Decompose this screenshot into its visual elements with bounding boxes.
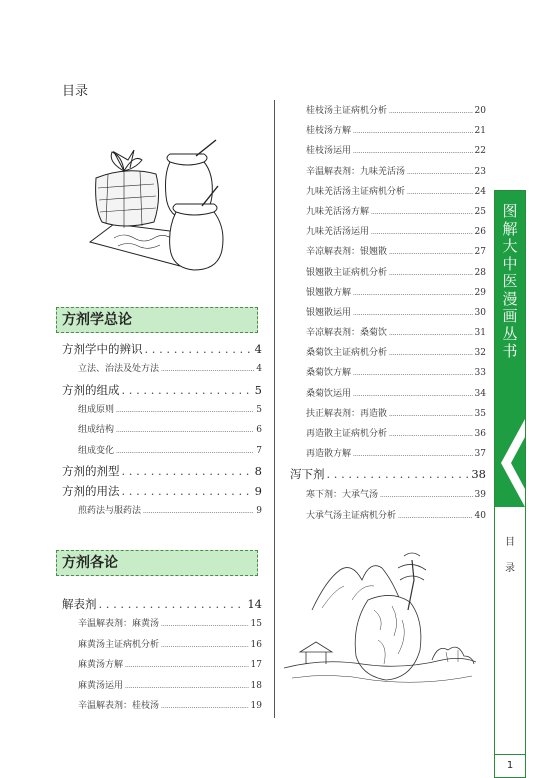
toc-entry-title: 扶正解表剂：再造散 bbox=[306, 408, 388, 419]
toc-entry[interactable] bbox=[290, 487, 486, 507]
toc-leader-dots bbox=[122, 383, 253, 397]
toc-entry[interactable] bbox=[62, 698, 262, 719]
toc-entry[interactable] bbox=[290, 446, 486, 466]
series-title-char: 图 bbox=[502, 202, 518, 220]
toc-page-number: 4 bbox=[256, 364, 262, 374]
toc-entry-title: 辛温解表剂：九味羌活汤 bbox=[306, 166, 406, 177]
toc-entry[interactable] bbox=[290, 426, 486, 446]
toc-page-number: 32 bbox=[474, 348, 486, 359]
toc-page-number: 5 bbox=[254, 382, 262, 397]
toc-entry-title: 寒下剂：大承气汤 bbox=[306, 490, 379, 501]
toc-leader-dots bbox=[389, 411, 473, 418]
toc-entry-title: 辛凉解表剂：桑菊饮 bbox=[306, 328, 388, 339]
toc-leader-dots bbox=[407, 169, 473, 176]
toc-page-number: 24 bbox=[474, 186, 486, 197]
toc-entry[interactable] bbox=[290, 184, 486, 204]
toc-page-number: 22 bbox=[474, 146, 486, 157]
toc-entry[interactable] bbox=[290, 508, 486, 528]
toc-entry[interactable] bbox=[62, 657, 262, 678]
toc-entry[interactable] bbox=[62, 503, 262, 524]
toc-page-number: 23 bbox=[474, 166, 486, 177]
toc-leader-dots bbox=[353, 128, 473, 135]
toc-page-number: 19 bbox=[250, 701, 262, 712]
toc-entry-title: 再造散方解 bbox=[306, 449, 352, 460]
toc-entry[interactable] bbox=[290, 164, 486, 184]
section-label-1: 目 bbox=[505, 537, 515, 548]
toc-formulas bbox=[62, 596, 262, 719]
toc-entry[interactable] bbox=[290, 305, 486, 325]
toc-page-number: 31 bbox=[474, 328, 486, 339]
series-title-char: 中 bbox=[502, 254, 518, 273]
toc-page-number: 33 bbox=[474, 368, 486, 379]
toc-page-number: 8 bbox=[254, 464, 262, 479]
chevron-left-icon bbox=[495, 419, 525, 507]
toc-leader-dots bbox=[389, 431, 473, 438]
section-label-2: 录 bbox=[505, 563, 515, 574]
landscape-pavilion-icon bbox=[282, 540, 478, 690]
toc-entry-title: 方剂的用法 bbox=[62, 484, 120, 499]
section-heading-general: 方剂学总论 bbox=[56, 307, 258, 333]
toc-entry-title: 立法、治法及处方法 bbox=[78, 364, 160, 374]
toc-page-number: 20 bbox=[474, 106, 486, 116]
toc-entry-title: 麻黄汤运用 bbox=[78, 680, 124, 691]
series-title bbox=[495, 191, 525, 419]
toc-page-number: 30 bbox=[474, 307, 486, 318]
toc-leader-dots bbox=[125, 662, 249, 669]
toc-chapter-entry[interactable] bbox=[62, 596, 262, 616]
toc-leader-dots bbox=[143, 508, 254, 515]
toc-entry-title: 再造散主证病机分析 bbox=[306, 429, 388, 439]
series-title-char: 医 bbox=[502, 272, 518, 290]
toc-chapter-entry[interactable] bbox=[62, 483, 262, 503]
toc-entry[interactable] bbox=[62, 443, 262, 464]
toc-continued bbox=[290, 103, 486, 528]
toc-chapter-entry[interactable] bbox=[290, 466, 486, 487]
herb-bundle-and-jars-icon bbox=[84, 138, 234, 278]
toc-leader-dots bbox=[353, 451, 473, 458]
toc-entry[interactable] bbox=[290, 143, 486, 163]
toc-entry-title: 方剂的剂型 bbox=[62, 464, 120, 479]
toc-entry[interactable] bbox=[290, 386, 486, 406]
toc-leader-dots bbox=[122, 484, 253, 498]
toc-page-number: 9 bbox=[256, 506, 262, 517]
toc-leader-dots bbox=[125, 683, 249, 690]
page-title: 目录 bbox=[62, 84, 89, 99]
toc-leader-dots bbox=[380, 492, 473, 499]
toc-entry-title: 桂枝汤运用 bbox=[306, 146, 352, 157]
toc-leader-dots bbox=[116, 407, 254, 414]
toc-entry[interactable] bbox=[290, 123, 486, 143]
toc-entry-title: 泻下剂 bbox=[290, 467, 325, 482]
toc-page-number: 16 bbox=[250, 639, 262, 650]
toc-page-number: 40 bbox=[474, 510, 486, 521]
toc-page-number: 5 bbox=[256, 404, 262, 415]
toc-page-number: 28 bbox=[474, 267, 486, 278]
toc-leader-dots bbox=[353, 148, 473, 155]
toc-page-number: 34 bbox=[474, 388, 486, 399]
toc-page-number: 15 bbox=[250, 619, 262, 629]
toc-entry-title: 银翘散运用 bbox=[306, 307, 352, 318]
toc-page-number: 37 bbox=[474, 449, 486, 460]
toc-page-number: 17 bbox=[250, 660, 262, 671]
toc-leader-dots bbox=[371, 209, 473, 216]
toc-entry[interactable] bbox=[290, 325, 486, 345]
toc-entry[interactable] bbox=[290, 103, 486, 123]
toc-entry-title: 方剂学中的辨识 bbox=[62, 342, 143, 356]
toc-entry[interactable] bbox=[290, 224, 486, 244]
page-number: 1 bbox=[495, 754, 525, 777]
toc-chapter-entry[interactable] bbox=[62, 382, 262, 402]
toc-leader-dots bbox=[116, 427, 254, 434]
toc-page-number: 18 bbox=[250, 680, 262, 691]
series-title-char: 解 bbox=[502, 219, 518, 238]
toc-leader-dots bbox=[161, 621, 249, 628]
toc-entry-title: 银翘散方解 bbox=[306, 287, 352, 298]
toc-page-number: 36 bbox=[474, 429, 486, 439]
toc-leader-dots bbox=[389, 350, 473, 357]
toc-entry[interactable] bbox=[290, 406, 486, 426]
toc-entry[interactable] bbox=[290, 345, 486, 365]
toc-entry-title: 大承气汤主证病机分析 bbox=[306, 510, 397, 521]
toc-chapter-entry[interactable] bbox=[62, 341, 262, 361]
toc-leader-dots bbox=[161, 366, 254, 373]
toc-page-number: 26 bbox=[474, 227, 486, 238]
toc-leader-dots bbox=[389, 270, 473, 277]
toc-entry[interactable] bbox=[290, 265, 486, 285]
toc-entry-title: 九味羌活汤运用 bbox=[306, 227, 370, 238]
toc-entry-title: 桂枝汤方解 bbox=[306, 126, 352, 137]
section-heading-formulas: 方剂各论 bbox=[56, 550, 258, 576]
toc-leader-dots bbox=[327, 467, 470, 481]
toc-entry[interactable] bbox=[62, 678, 262, 699]
toc-entry[interactable] bbox=[290, 285, 486, 305]
toc-leader-dots bbox=[122, 464, 253, 478]
toc-general bbox=[62, 341, 262, 524]
toc-page-number: 4 bbox=[254, 342, 262, 356]
tab-chevron bbox=[495, 419, 525, 507]
toc-entry-title: 辛凉解表剂：银翘散 bbox=[306, 247, 388, 258]
toc-leader-dots bbox=[407, 189, 473, 196]
column-divider bbox=[274, 100, 275, 718]
toc-leader-dots bbox=[145, 342, 253, 356]
toc-chapter-entry[interactable] bbox=[62, 463, 262, 483]
toc-entry-title: 组成结构 bbox=[78, 425, 115, 436]
toc-leader-dots bbox=[353, 290, 473, 297]
toc-page-number: 14 bbox=[247, 597, 262, 611]
toc-entry-title: 桑菊饮方解 bbox=[306, 368, 352, 379]
toc-leader-dots bbox=[161, 703, 249, 710]
toc-page-number: 21 bbox=[474, 126, 486, 137]
toc-page-number: 7 bbox=[256, 445, 262, 456]
toc-leader-dots bbox=[371, 229, 473, 236]
toc-page-number: 27 bbox=[474, 247, 486, 258]
toc-entry-title: 麻黄汤方解 bbox=[78, 660, 124, 671]
toc-leader-dots bbox=[353, 391, 473, 398]
toc-entry[interactable] bbox=[62, 637, 262, 658]
series-title-char: 大 bbox=[502, 237, 518, 255]
toc-leader-dots bbox=[353, 310, 473, 317]
toc-entry-title: 方剂的组成 bbox=[62, 382, 120, 397]
toc-page-number: 6 bbox=[256, 425, 262, 436]
toc-entry-title: 麻黄汤主证病机分析 bbox=[78, 639, 160, 650]
tab-lower bbox=[495, 507, 525, 777]
toc-entry[interactable] bbox=[290, 365, 486, 385]
toc-leader-dots bbox=[389, 330, 473, 337]
toc-entry-title: 桑菊饮主证病机分析 bbox=[306, 348, 388, 359]
toc-entry-title: 组成原则 bbox=[78, 404, 115, 415]
toc-entry[interactable] bbox=[62, 361, 262, 382]
toc-leader-dots bbox=[116, 448, 254, 455]
toc-leader-dots bbox=[161, 642, 249, 649]
toc-entry[interactable] bbox=[290, 204, 486, 224]
toc-entry-title: 九味羌活汤方解 bbox=[306, 206, 370, 217]
toc-page-number: 25 bbox=[474, 206, 486, 217]
series-title-char: 画 bbox=[502, 307, 518, 325]
toc-entry-title: 煎药法与服药法 bbox=[78, 506, 142, 517]
toc-entry-title: 辛温解表剂：麻黄汤 bbox=[78, 619, 160, 629]
toc-entry[interactable] bbox=[62, 402, 262, 423]
toc-page-number: 29 bbox=[474, 287, 486, 298]
toc-entry-title: 桂枝汤主证病机分析 bbox=[306, 106, 388, 116]
toc-leader-dots bbox=[398, 513, 473, 520]
toc-entry-title: 九味羌活汤主证病机分析 bbox=[306, 186, 406, 197]
toc-page-number: 35 bbox=[474, 408, 486, 419]
series-title-char: 漫 bbox=[502, 289, 518, 308]
toc-entry-title: 银翘散主证病机分析 bbox=[306, 267, 388, 278]
toc-page-number: 9 bbox=[254, 484, 262, 499]
toc-entry-title: 辛温解表剂：桂枝汤 bbox=[78, 701, 160, 712]
toc-entry-title: 组成变化 bbox=[78, 445, 115, 456]
series-title-char: 书 bbox=[502, 342, 518, 360]
toc-entry[interactable] bbox=[290, 244, 486, 264]
toc-leader-dots bbox=[99, 597, 246, 611]
toc-leader-dots bbox=[389, 249, 473, 256]
toc-entry-title: 解表剂 bbox=[62, 597, 97, 611]
toc-page-number: 39 bbox=[474, 490, 486, 501]
toc-page-number: 38 bbox=[471, 467, 486, 482]
toc-leader-dots bbox=[353, 370, 473, 377]
series-title-char: 丛 bbox=[502, 324, 518, 343]
toc-leader-dots bbox=[389, 108, 473, 115]
toc-entry[interactable] bbox=[62, 422, 262, 443]
toc-entry[interactable] bbox=[62, 616, 262, 637]
toc-entry-title: 桑菊饮运用 bbox=[306, 388, 352, 399]
chapter-side-tab bbox=[494, 190, 526, 778]
